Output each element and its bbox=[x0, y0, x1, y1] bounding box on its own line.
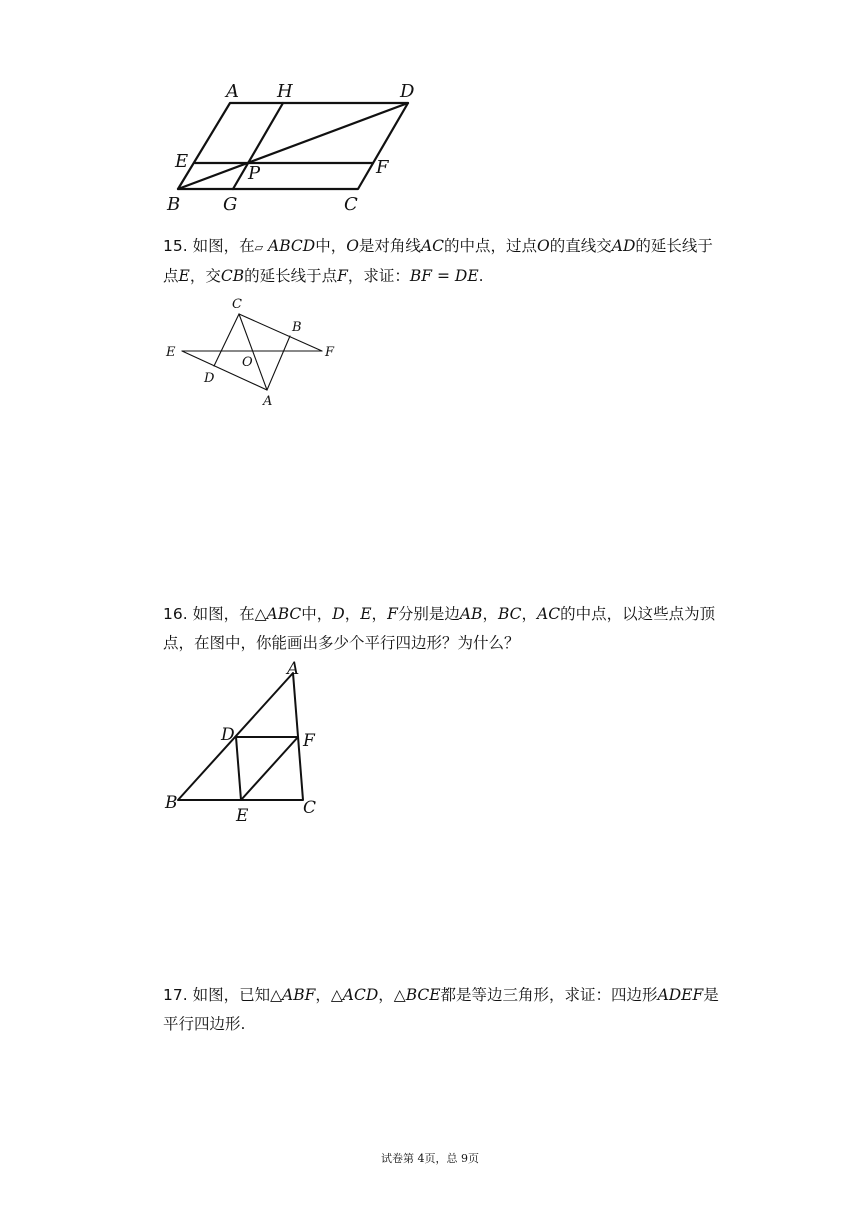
label-D: D bbox=[400, 81, 415, 102]
q17-text: 都是等边三角形，求证：四边形 bbox=[440, 986, 658, 1004]
q16-text: 如图，在△ bbox=[192, 605, 267, 623]
label-F: F bbox=[303, 731, 315, 751]
page-footer: 试卷第 4页，总 9页 bbox=[381, 1152, 479, 1165]
q16-ab: AB bbox=[459, 605, 483, 623]
q15-cb: CB bbox=[220, 267, 245, 285]
q15-abcd: ABCD bbox=[268, 237, 316, 255]
q15-text: ，求证： bbox=[347, 267, 410, 285]
q16-bc: BC bbox=[497, 605, 522, 623]
q16-text: 的中点，以这些点为顶点，在图中，你能画出多少个平行四边形？为什么？ bbox=[163, 605, 716, 652]
q17-text: ，△ bbox=[378, 986, 406, 1004]
q16-text: ， bbox=[482, 605, 498, 623]
q16-text: 中， bbox=[301, 605, 333, 623]
q15-text: 是对角线 bbox=[358, 237, 421, 255]
q16-text: ， bbox=[344, 605, 361, 623]
q15-equation: BF = DE bbox=[409, 267, 479, 285]
question-17 bbox=[163, 981, 723, 1039]
question-16 bbox=[163, 600, 723, 658]
q15-text: ，交 bbox=[189, 267, 221, 285]
label-C: C bbox=[232, 297, 242, 312]
line-cd bbox=[214, 314, 239, 366]
label-E: E bbox=[236, 806, 249, 826]
q17-text: ，△ bbox=[315, 986, 343, 1004]
label-A: A bbox=[263, 394, 273, 409]
q17-abf: ABF bbox=[282, 986, 316, 1004]
question-15 bbox=[163, 232, 723, 291]
label-G: G bbox=[223, 194, 238, 215]
figure-parallelogram-abcd bbox=[160, 78, 450, 218]
q16-text: ， bbox=[521, 605, 538, 623]
q16-number: 16. bbox=[163, 605, 188, 623]
label-B: B bbox=[292, 320, 302, 335]
q16-abc: ABC bbox=[266, 605, 302, 623]
q17-adef: ADEF bbox=[657, 986, 704, 1004]
q15-number: 15. bbox=[163, 237, 188, 255]
label-D: D bbox=[221, 725, 235, 745]
label-A: A bbox=[226, 81, 239, 102]
q16-text: 分别是边 bbox=[397, 605, 460, 623]
label-H: H bbox=[277, 81, 293, 102]
line-ef bbox=[241, 737, 298, 800]
q16-e: E bbox=[360, 605, 372, 623]
q17-acd: ACD bbox=[342, 986, 379, 1004]
q15-f: F bbox=[337, 267, 348, 285]
q15-text: 的直线交 bbox=[549, 237, 612, 255]
line-cf bbox=[239, 314, 322, 351]
figure-2-svg bbox=[160, 294, 350, 412]
q15-o: O bbox=[537, 237, 550, 255]
q15-text: . bbox=[478, 267, 484, 285]
q16-f: F bbox=[387, 605, 398, 623]
label-A: A bbox=[287, 659, 300, 679]
label-B: B bbox=[165, 793, 178, 813]
label-P: P bbox=[248, 163, 261, 184]
line-bd bbox=[178, 103, 408, 189]
label-D: D bbox=[204, 371, 215, 386]
line-ab bbox=[267, 336, 290, 390]
label-C: C bbox=[303, 798, 317, 818]
figure-q15 bbox=[160, 294, 350, 412]
label-E: E bbox=[166, 345, 176, 360]
q17-number: 17. bbox=[163, 986, 188, 1004]
q15-text: 中， bbox=[315, 237, 347, 255]
label-B: B bbox=[167, 194, 181, 215]
q15-text: 的中点，过点 bbox=[444, 237, 538, 255]
parallelogram-symbol: ▱ bbox=[254, 241, 264, 254]
label-F: F bbox=[325, 345, 335, 360]
line-de bbox=[236, 737, 241, 800]
figure-triangle-abc bbox=[160, 660, 340, 830]
label-E: E bbox=[175, 151, 189, 172]
figure-3-svg bbox=[160, 660, 340, 830]
q17-text: 如图，已知△ bbox=[192, 986, 283, 1004]
figure-1-svg bbox=[160, 78, 450, 218]
q15-ac: AC bbox=[420, 237, 444, 255]
q15-text: 如图，在 bbox=[192, 237, 255, 255]
label-F: F bbox=[376, 157, 389, 178]
q15-o: O bbox=[346, 237, 359, 255]
label-C: C bbox=[344, 194, 358, 215]
q17-text: 是平行四边形. bbox=[163, 986, 719, 1033]
label-O: O bbox=[242, 355, 253, 370]
q15-e: E bbox=[178, 267, 190, 285]
q15-text: 的延长线于点 bbox=[244, 267, 338, 285]
q16-ac: AC bbox=[537, 605, 561, 623]
q15-text: 的延长线于点 bbox=[163, 237, 713, 285]
q16-text: ， bbox=[371, 605, 388, 623]
q16-d: D bbox=[332, 605, 345, 623]
q17-bce: BCE bbox=[405, 986, 441, 1004]
q15-ad: AD bbox=[611, 237, 636, 255]
